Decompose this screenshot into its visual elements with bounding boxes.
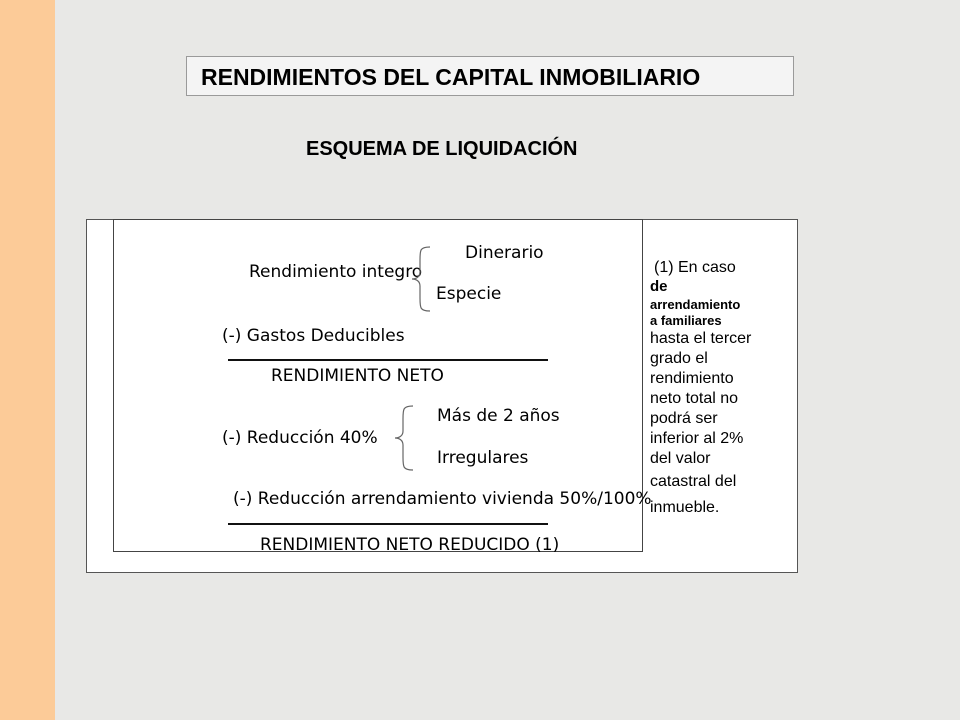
footnote-line: grado el: [650, 350, 708, 368]
rendimiento-neto-reducido-label: RENDIMIENTO NETO REDUCIDO (1): [260, 535, 560, 555]
rendimiento-integro-label: Rendimiento integro: [249, 262, 423, 282]
dinerario-label: Dinerario: [465, 243, 544, 263]
footnote-line: podrá ser: [650, 410, 718, 428]
reduccion-arrendamiento-label: (-) Reducción arrendamiento vivienda 50%/100%: [233, 489, 652, 509]
footnote-line: inmueble.: [650, 499, 720, 517]
especie-label: Especie: [436, 284, 502, 304]
footnote-line: neto total no: [650, 390, 739, 408]
footnote-line: de: [650, 278, 668, 295]
footnote-line: rendimiento: [650, 370, 734, 388]
footnote-line: a familiares: [650, 313, 722, 328]
brace-reduccion-icon: [393, 405, 415, 471]
footnote-line: inferior al 2%: [650, 430, 744, 448]
footnote-line: del valor: [650, 450, 711, 468]
rendimiento-neto-label: RENDIMIENTO NETO: [271, 366, 444, 386]
footnote-line: catastral del: [650, 473, 737, 491]
brace-integro-icon: [410, 246, 432, 312]
mas-2-anos-label: Más de 2 años: [437, 406, 560, 426]
footnote-line: hasta el tercer: [650, 330, 752, 348]
page-subtitle: ESQUEMA DE LIQUIDACIÓN: [306, 138, 578, 160]
neto-reducido-divider: [228, 523, 548, 525]
footnote: [650, 258, 780, 518]
reduccion-40-label: (-) Reducción 40%: [222, 428, 378, 448]
title-box: [186, 56, 794, 96]
irregulares-label: Irregulares: [437, 448, 529, 468]
footnote-line: (1) En caso: [654, 259, 736, 276]
left-accent-band: [0, 0, 55, 720]
footnote-line: arrendamiento: [650, 296, 741, 312]
neto-divider: [228, 359, 548, 361]
gastos-deducibles-label: (-) Gastos Deducibles: [222, 326, 405, 346]
page-title: RENDIMIENTOS DEL CAPITAL INMOBILIARIO: [201, 64, 701, 90]
